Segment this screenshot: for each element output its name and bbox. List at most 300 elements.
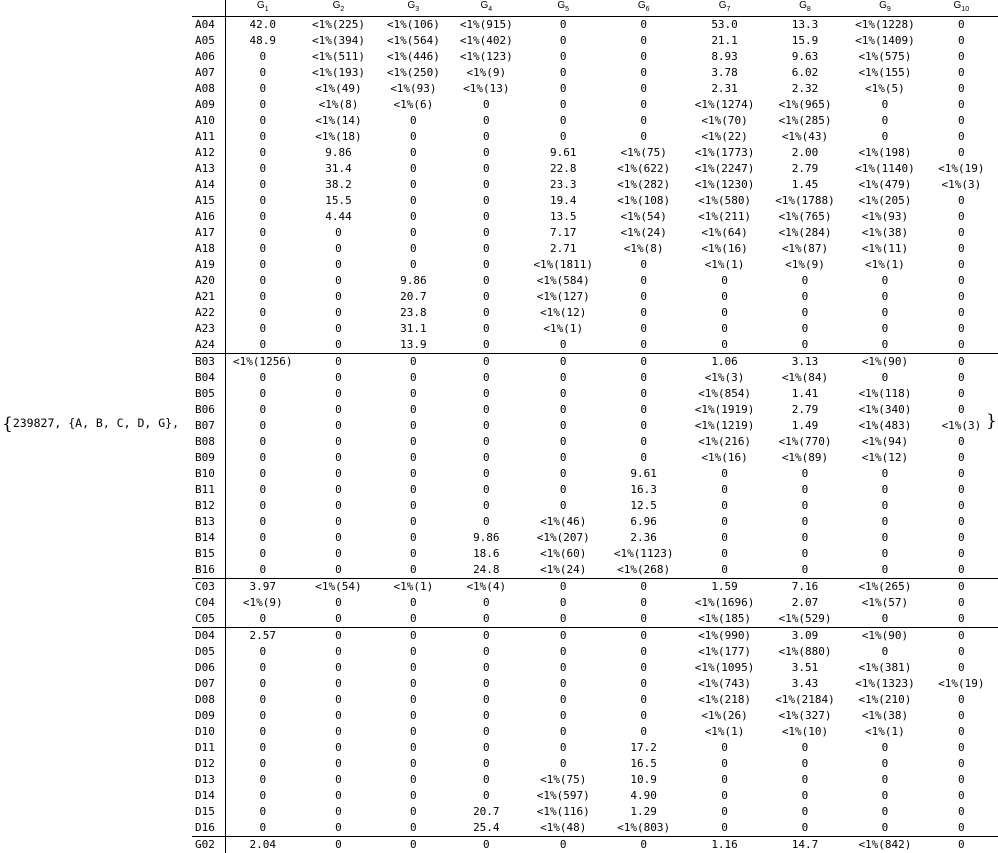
table-cell: 0 — [449, 676, 523, 692]
table-cell: 0 — [925, 241, 998, 257]
table-cell: 0 — [449, 305, 523, 321]
table-cell: 9.86 — [378, 273, 449, 289]
table-cell: 0 — [845, 546, 924, 562]
table-cell: 0 — [378, 788, 449, 804]
table-cell: 0 — [845, 788, 924, 804]
table-cell: 0 — [925, 337, 998, 354]
table-cell: <1%(225) — [299, 17, 377, 34]
table-cell: 0 — [226, 209, 300, 225]
table-row — [192, 17, 998, 34]
table-cell: 0 — [765, 740, 845, 756]
table-cell: 1.49 — [765, 418, 845, 434]
table-row — [192, 177, 998, 193]
table-cell: <1%(48) — [524, 820, 603, 837]
table-cell: 0 — [603, 289, 684, 305]
table-cell: 0 — [299, 257, 377, 273]
table-cell: 0 — [378, 740, 449, 756]
table-cell: <1%(1773) — [684, 145, 764, 161]
table-cell: 0 — [845, 644, 924, 660]
results-table — [192, 0, 998, 853]
row-label: A21 — [192, 289, 226, 305]
table-cell: 3.51 — [765, 660, 845, 676]
table-cell: 0 — [378, 708, 449, 724]
table-cell: 9.63 — [765, 49, 845, 65]
table-cell: 0 — [765, 466, 845, 482]
row-label: A17 — [192, 225, 226, 241]
table-cell: 0 — [449, 692, 523, 708]
table-cell: <1%(1228) — [845, 17, 924, 34]
table-cell: 0 — [684, 546, 764, 562]
table-cell: 0 — [378, 804, 449, 820]
table-cell: 0 — [226, 225, 300, 241]
table-cell: 0 — [449, 644, 523, 660]
row-label: B11 — [192, 482, 226, 498]
row-label: C03 — [192, 579, 226, 596]
table-cell: 0 — [603, 611, 684, 628]
column-header-g5 — [524, 0, 603, 17]
table-cell: 0 — [524, 450, 603, 466]
table-cell: 0 — [449, 337, 523, 354]
row-label: B13 — [192, 514, 226, 530]
row-label: D07 — [192, 676, 226, 692]
column-header-letter: G — [408, 0, 416, 11]
table-row — [192, 611, 998, 628]
table-cell: <1%(1219) — [684, 418, 764, 434]
table-cell: <1%(57) — [845, 595, 924, 611]
table-cell: 0 — [378, 129, 449, 145]
table-cell: 0 — [603, 129, 684, 145]
row-label: A07 — [192, 65, 226, 81]
table-cell: 0 — [845, 804, 924, 820]
table-cell: <1%(479) — [845, 177, 924, 193]
table-cell: <1%(198) — [845, 145, 924, 161]
table-cell: 0 — [925, 273, 998, 289]
table-cell: 0 — [524, 644, 603, 660]
table-cell: <1%(854) — [684, 386, 764, 402]
table-cell: 0 — [845, 772, 924, 788]
table-cell: <1%(3) — [684, 370, 764, 386]
table-cell: 0 — [449, 321, 523, 337]
table-cell: 0 — [378, 482, 449, 498]
table-cell: 2.04 — [226, 837, 300, 853]
table-cell: 0 — [378, 145, 449, 161]
table-cell: 0 — [845, 113, 924, 129]
table-cell: <1%(1) — [845, 724, 924, 740]
table-cell: <1%(13) — [449, 81, 523, 97]
table-cell: <1%(250) — [378, 65, 449, 81]
table-cell: 8.93 — [684, 49, 764, 65]
table-cell: 0 — [299, 466, 377, 482]
table-cell: 0 — [378, 611, 449, 628]
table-cell: 0 — [603, 579, 684, 596]
table-row — [192, 337, 998, 354]
table-cell: 0 — [603, 81, 684, 97]
table-body — [192, 17, 998, 853]
table-cell: 0 — [378, 241, 449, 257]
table-cell: <1%(38) — [845, 708, 924, 724]
table-cell: 3.97 — [226, 579, 300, 596]
table-cell: 0 — [226, 708, 300, 724]
table-cell: 0 — [449, 386, 523, 402]
table-cell: 0 — [765, 546, 845, 562]
table-cell: <1%(1) — [378, 579, 449, 596]
table-cell: <1%(106) — [378, 17, 449, 34]
table-cell: <1%(965) — [765, 97, 845, 113]
table-cell: <1%(127) — [524, 289, 603, 305]
table-cell: 0 — [299, 595, 377, 611]
row-label: A10 — [192, 113, 226, 129]
table-cell: 0 — [226, 804, 300, 820]
table-cell: 0 — [684, 804, 764, 820]
table-cell: 2.79 — [765, 161, 845, 177]
table-cell: 0 — [226, 402, 300, 418]
table-cell: 0 — [378, 209, 449, 225]
table-row — [192, 756, 998, 772]
table-cell: <1%(16) — [684, 241, 764, 257]
table-cell: 0 — [845, 562, 924, 579]
table-cell: 0 — [449, 370, 523, 386]
table-cell: 0 — [378, 628, 449, 645]
table-cell: <1%(1919) — [684, 402, 764, 418]
table-cell: 0 — [603, 257, 684, 273]
table-cell: 0 — [524, 724, 603, 740]
row-label: B05 — [192, 386, 226, 402]
table-cell: 0 — [449, 225, 523, 241]
table-cell: 0 — [378, 370, 449, 386]
table-cell: 0 — [925, 354, 998, 371]
close-brace: } — [986, 411, 997, 431]
table-row — [192, 113, 998, 129]
table-cell: <1%(9) — [226, 595, 300, 611]
row-label: D06 — [192, 660, 226, 676]
table-cell: 0 — [299, 820, 377, 837]
table-cell: 24.8 — [449, 562, 523, 579]
table-row — [192, 644, 998, 660]
table-cell: <1%(46) — [524, 514, 603, 530]
table-cell: 0 — [449, 289, 523, 305]
table-row — [192, 289, 998, 305]
table-cell: <1%(108) — [603, 193, 684, 209]
table-cell: 0 — [226, 337, 300, 354]
row-label: A11 — [192, 129, 226, 145]
table-row — [192, 49, 998, 65]
table-cell: <1%(90) — [845, 354, 924, 371]
table-row — [192, 530, 998, 546]
table-cell: 0 — [925, 788, 998, 804]
corner-cell — [192, 0, 226, 17]
table-cell: 0 — [925, 321, 998, 337]
table-cell: 0 — [845, 466, 924, 482]
table-cell: 0 — [378, 772, 449, 788]
table-cell: 0 — [603, 644, 684, 660]
table-cell: 0 — [449, 756, 523, 772]
table-cell: 0 — [449, 482, 523, 498]
table-cell: <1%(10) — [765, 724, 845, 740]
table-cell: 9.61 — [603, 466, 684, 482]
table-cell: 0 — [226, 450, 300, 466]
table-cell: 0 — [845, 305, 924, 321]
table-cell: <1%(12) — [845, 450, 924, 466]
row-label: A15 — [192, 193, 226, 209]
table-cell: 0 — [603, 17, 684, 34]
table-cell: 0 — [378, 177, 449, 193]
table-cell: 0 — [378, 498, 449, 514]
table-cell: 0 — [299, 644, 377, 660]
table-row — [192, 804, 998, 820]
table-cell: <1%(75) — [603, 145, 684, 161]
table-cell: 0 — [925, 33, 998, 49]
table-cell: <1%(1) — [845, 257, 924, 273]
column-header-index: 2 — [340, 6, 344, 13]
table-cell: 15.5 — [299, 193, 377, 209]
column-header-index: 1 — [265, 6, 269, 13]
table-cell: 0 — [378, 530, 449, 546]
table-row — [192, 820, 998, 837]
column-header-letter: G — [257, 0, 265, 11]
table-cell: <1%(75) — [524, 772, 603, 788]
table-cell: 0 — [226, 49, 300, 65]
table-cell: 0 — [765, 514, 845, 530]
table-cell: 0 — [684, 756, 764, 772]
table-cell: 0 — [226, 772, 300, 788]
table-cell: 0 — [765, 530, 845, 546]
table-cell: 0 — [765, 273, 845, 289]
table-cell: <1%(2184) — [765, 692, 845, 708]
table-cell: <1%(11) — [845, 241, 924, 257]
column-header-g2 — [299, 0, 377, 17]
table-cell: 0 — [925, 820, 998, 837]
table-cell: 0 — [925, 257, 998, 273]
table-cell: 15.9 — [765, 33, 845, 49]
table-cell: 0 — [603, 354, 684, 371]
table-cell: 0 — [378, 113, 449, 129]
column-header-g10 — [925, 0, 998, 17]
table-cell: 0 — [226, 692, 300, 708]
row-label: B03 — [192, 354, 226, 371]
table-row — [192, 129, 998, 145]
table-cell: 0 — [603, 724, 684, 740]
table-cell: 0 — [684, 337, 764, 354]
row-label: C05 — [192, 611, 226, 628]
table-cell: <1%(597) — [524, 788, 603, 804]
table-cell: <1%(1) — [684, 257, 764, 273]
table-cell: 0 — [684, 772, 764, 788]
column-header-index: 8 — [807, 6, 811, 13]
table-cell: 0 — [845, 273, 924, 289]
table-cell: 0 — [684, 740, 764, 756]
table-cell: <1%(9) — [449, 65, 523, 81]
table-cell: 2.36 — [603, 530, 684, 546]
table-cell: 0 — [845, 482, 924, 498]
table-cell: 0 — [684, 482, 764, 498]
table-cell: 0 — [765, 804, 845, 820]
table-cell: <1%(116) — [524, 804, 603, 820]
table-cell: <1%(1811) — [524, 257, 603, 273]
column-header-g1 — [226, 0, 300, 17]
table-row — [192, 498, 998, 514]
table-cell: 0 — [299, 305, 377, 321]
table-cell: 0 — [765, 562, 845, 579]
table-cell: 0 — [378, 644, 449, 660]
table-cell: 0 — [845, 756, 924, 772]
table-cell: 0 — [378, 595, 449, 611]
table-cell: 0 — [378, 161, 449, 177]
table-cell: 0 — [925, 660, 998, 676]
table-cell: 0 — [925, 579, 998, 596]
table-cell: <1%(54) — [299, 579, 377, 596]
row-label: A08 — [192, 81, 226, 97]
row-label: A06 — [192, 49, 226, 65]
table-row — [192, 837, 998, 853]
table-row — [192, 273, 998, 289]
column-header-letter: G — [638, 0, 646, 11]
table-cell: <1%(580) — [684, 193, 764, 209]
row-label: B14 — [192, 530, 226, 546]
table-cell: 0 — [226, 305, 300, 321]
row-label: A23 — [192, 321, 226, 337]
table-cell: 4.44 — [299, 209, 377, 225]
table-cell: 0 — [684, 530, 764, 546]
table-cell: <1%(282) — [603, 177, 684, 193]
table-cell: 0 — [524, 370, 603, 386]
table-cell: 0 — [925, 756, 998, 772]
table-cell: 0 — [925, 129, 998, 145]
table-cell: 2.31 — [684, 81, 764, 97]
table-cell: <1%(1696) — [684, 595, 764, 611]
table-cell: <1%(155) — [845, 65, 924, 81]
table-cell: 21.1 — [684, 33, 764, 49]
prefix-text: 239827, {A, B, C, D, G}, — [13, 416, 179, 430]
table-cell: 0 — [603, 65, 684, 81]
table-row — [192, 772, 998, 788]
row-label: C04 — [192, 595, 226, 611]
table-cell: <1%(93) — [845, 209, 924, 225]
table-cell: 0 — [449, 241, 523, 257]
table-cell: <1%(842) — [845, 837, 924, 853]
table-cell: 0 — [299, 772, 377, 788]
table-cell: 3.13 — [765, 354, 845, 371]
table-cell: 0 — [765, 498, 845, 514]
table-cell: <1%(38) — [845, 225, 924, 241]
table-row — [192, 81, 998, 97]
table-cell: <1%(16) — [684, 450, 764, 466]
table-cell: 0 — [765, 337, 845, 354]
table-cell: <1%(1230) — [684, 177, 764, 193]
table-cell: 0 — [684, 788, 764, 804]
table-cell: <1%(1123) — [603, 546, 684, 562]
table-cell: 2.71 — [524, 241, 603, 257]
table-cell: 0 — [449, 498, 523, 514]
table-cell: <1%(3) — [925, 418, 998, 434]
table-cell: 0 — [226, 611, 300, 628]
column-header-g6 — [603, 0, 684, 17]
table-cell: 0 — [524, 354, 603, 371]
column-header-g8 — [765, 0, 845, 17]
table-cell: 0 — [524, 129, 603, 145]
table-cell: 9.61 — [524, 145, 603, 161]
table-cell: <1%(8) — [603, 241, 684, 257]
table-cell: 1.45 — [765, 177, 845, 193]
table-cell: 0 — [449, 161, 523, 177]
table-cell: 0 — [378, 724, 449, 740]
table-cell: 0 — [299, 498, 377, 514]
table-cell: <1%(765) — [765, 209, 845, 225]
table-cell: <1%(22) — [684, 129, 764, 145]
table-cell: 0 — [226, 530, 300, 546]
column-header-g9 — [845, 0, 924, 17]
table-cell: 31.1 — [378, 321, 449, 337]
table-row — [192, 595, 998, 611]
table-cell: 0 — [925, 145, 998, 161]
table-cell: 0 — [925, 225, 998, 241]
table-cell: <1%(1409) — [845, 33, 924, 49]
table-cell: 0 — [925, 611, 998, 628]
table-cell: <1%(19) — [925, 676, 998, 692]
table-cell: 0 — [226, 241, 300, 257]
table-cell: 18.6 — [449, 546, 523, 562]
table-cell: 0 — [226, 81, 300, 97]
table-row — [192, 450, 998, 466]
table-cell: <1%(915) — [449, 17, 523, 34]
table-cell: 0 — [925, 724, 998, 740]
table-cell: <1%(1274) — [684, 97, 764, 113]
column-header-letter: G — [333, 0, 341, 11]
row-label: D13 — [192, 772, 226, 788]
table-cell: <1%(185) — [684, 611, 764, 628]
table-cell: 0 — [449, 740, 523, 756]
table-cell: 0 — [299, 530, 377, 546]
table-cell: 0 — [449, 257, 523, 273]
table-cell: 0 — [684, 321, 764, 337]
column-header-letter: G — [879, 0, 887, 11]
table-cell: 0 — [603, 837, 684, 853]
table-cell: 0 — [524, 386, 603, 402]
column-header-index: 4 — [488, 6, 492, 13]
table-cell: 0 — [845, 337, 924, 354]
row-label: B04 — [192, 370, 226, 386]
table-row — [192, 692, 998, 708]
table-cell: 0 — [299, 708, 377, 724]
row-label: B06 — [192, 402, 226, 418]
table-row — [192, 788, 998, 804]
table-cell: 0 — [226, 97, 300, 113]
table-cell: 0 — [299, 225, 377, 241]
table-cell: 0 — [378, 820, 449, 837]
table-cell: 0 — [449, 595, 523, 611]
table-cell: 0 — [845, 740, 924, 756]
table-cell: 0 — [449, 450, 523, 466]
table-row — [192, 628, 998, 645]
table-cell: 0 — [226, 740, 300, 756]
table-cell: 0 — [603, 692, 684, 708]
table-cell: 0 — [925, 386, 998, 402]
table-cell: 0 — [449, 772, 523, 788]
table-cell: 0 — [449, 466, 523, 482]
table-cell: 0 — [299, 482, 377, 498]
table-cell: 0 — [925, 113, 998, 129]
table-cell: 0 — [378, 466, 449, 482]
table-cell: 0 — [845, 321, 924, 337]
row-label: A05 — [192, 33, 226, 49]
table-cell: 0 — [603, 708, 684, 724]
table-cell: 0 — [378, 546, 449, 562]
table-cell: 0 — [226, 145, 300, 161]
table-cell: 6.96 — [603, 514, 684, 530]
row-label: D14 — [192, 788, 226, 804]
column-header-letter: G — [557, 0, 565, 11]
table-cell: 42.0 — [226, 17, 300, 34]
table-cell: 0 — [449, 273, 523, 289]
